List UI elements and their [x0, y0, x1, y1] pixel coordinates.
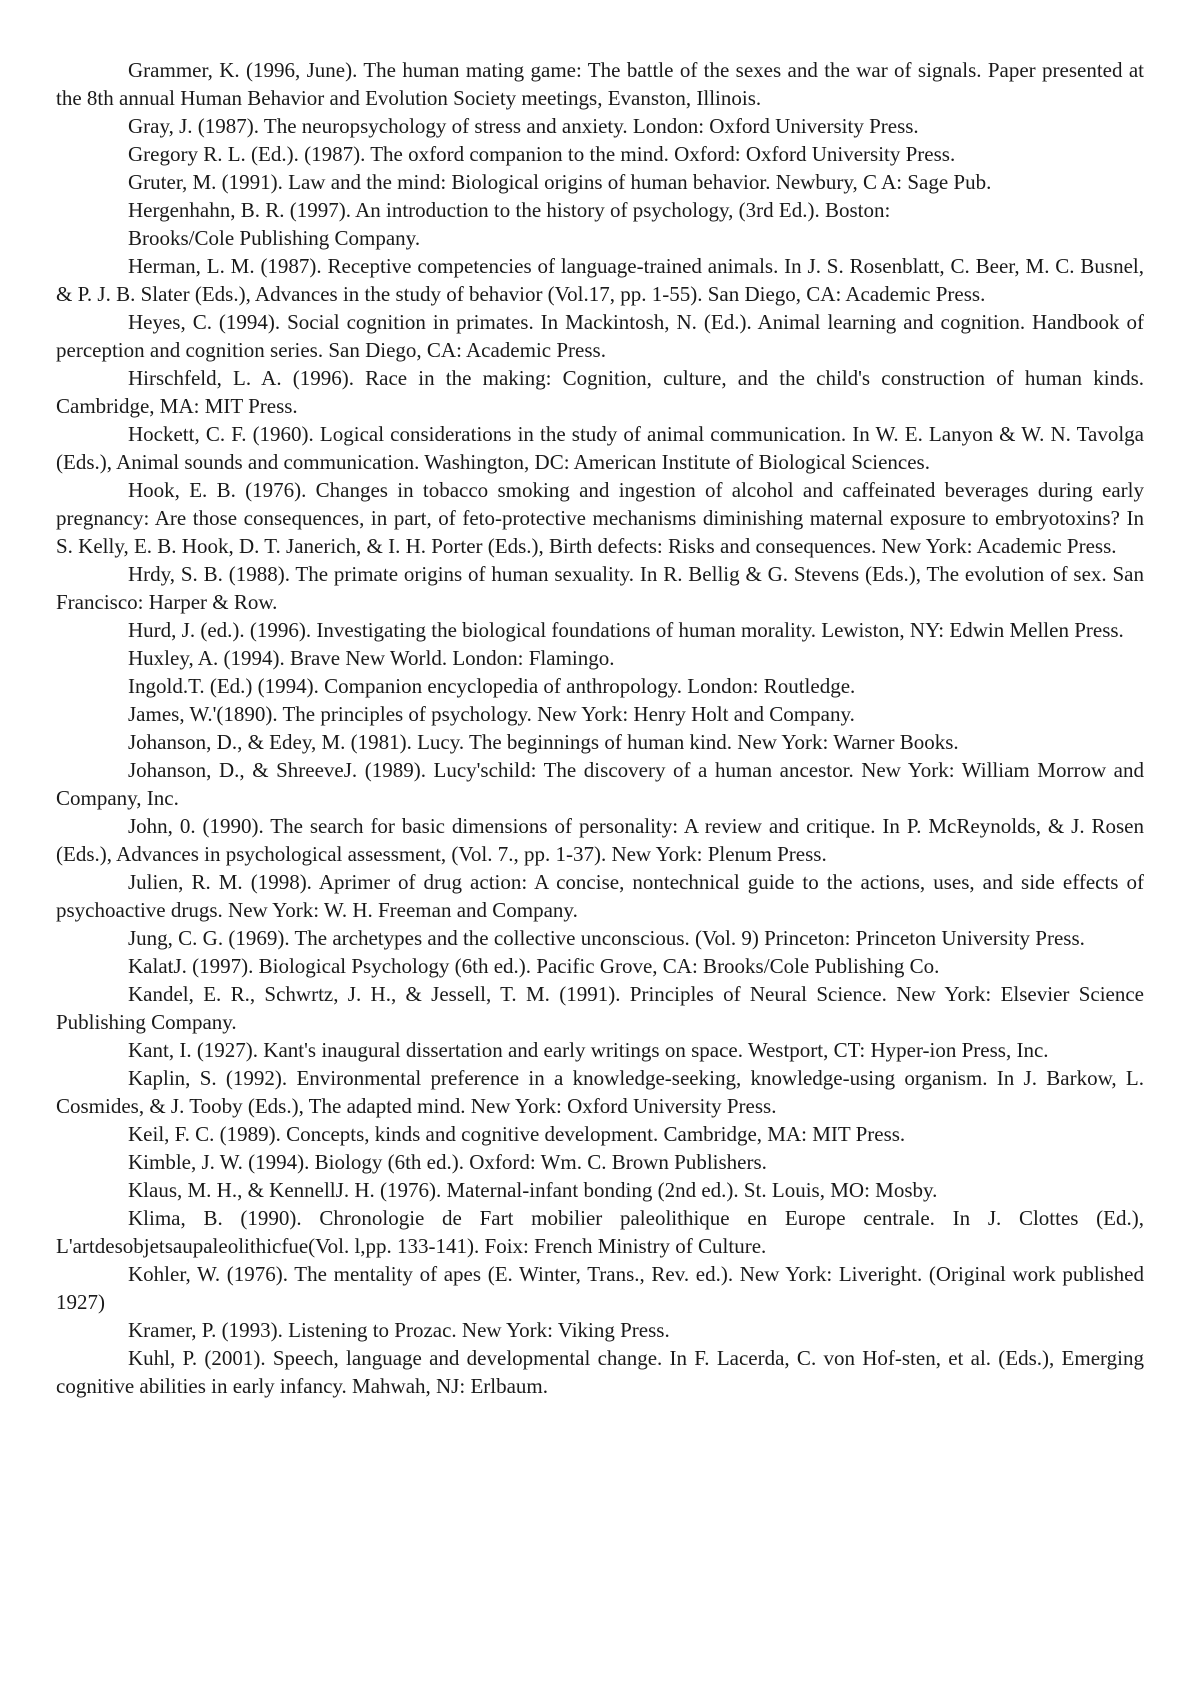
- reference-entry: Kant, I. (1927). Kant's inaugural dissertation and early writings on space. Westport, CT: Hyper-ion Press, Inc.: [128, 1038, 1049, 1062]
- reference-entry: Kramer, P. (1993). Listening to Prozac. New York: Viking Press.: [128, 1318, 670, 1342]
- reference-entry: Huxley, A. (1994). Brave New World. London: Flamingo.: [128, 646, 615, 670]
- reference-entry: Herman, L. M. (1987). Receptive competencies of language-trained animals. In J. S. Rosenblatt, C. Beer, M. C. Busnel, & P. J. B. Slater (Eds.), Advances in the study of behavior (Vol.17, pp. 1-55). San Diego, CA: Academic Press.: [56, 254, 1144, 306]
- reference-entry: Keil, F. C. (1989). Concepts, kinds and cognitive development. Cambridge, MA: MIT Press.: [128, 1122, 906, 1146]
- reference-entry: Klaus, M. H., & KennellJ. H. (1976). Maternal-infant bonding (2nd ed.). St. Louis, MO: Mosby.: [128, 1178, 938, 1202]
- reference-entry: Johanson, D., & Edey, M. (1981). Lucy. The beginnings of human kind. New York: Warner Books.: [128, 730, 959, 754]
- reference-entry-continuation: Brooks/Cole Publishing Company.: [128, 226, 421, 250]
- reference-entry: Heyes, C. (1994). Social cognition in primates. In Mackintosh, N. (Ed.). Animal learning and cognition. Handbook of perception and cognition series. San Diego, CA: Academic Press.: [56, 310, 1144, 362]
- reference-entry: Hrdy, S. B. (1988). The primate origins of human sexuality. In R. Bellig & G. Stevens (Eds.), The evolution of sex. San Francisco: Harper & Row.: [56, 562, 1144, 614]
- reference-entry: Gray, J. (1987). The neuropsychology of stress and anxiety. London: Oxford University Press.: [128, 114, 919, 138]
- reference-entry: Klima, B. (1990). Chronologie de Fart mobilier paleolithique en Europe centrale. In J. Clottes (Ed.), L'artdesobjetsaupaleolithicfue(Vol. l,pp. 133-141). Foix: French Ministry of Culture.: [56, 1206, 1144, 1258]
- reference-entry: Ingold.T. (Ed.) (1994). Companion encyclopedia of anthropology. London: Routledge.: [128, 674, 856, 698]
- reference-entry: Kandel, E. R., Schwrtz, J. H., & Jessell, T. M. (1991). Principles of Neural Science. New York: Elsevier Science Publishing Company.: [56, 982, 1144, 1034]
- reference-entry: John, 0. (1990). The search for basic dimensions of personality: A review and critique. In P. McReynolds, & J. Rosen (Eds.), Advances in psychological assessment, (Vol. 7., pp. 1-37). New York: Plenum Press.: [56, 814, 1144, 866]
- reference-entry: Julien, R. M. (1998). Aprimer of drug action: A concise, nontechnical guide to the actions, uses, and side effects of psychoactive drugs. New York: W. H. Freeman and Company.: [56, 870, 1144, 922]
- reference-entry: Kaplin, S. (1992). Environmental preference in a knowledge-seeking, knowledge-using organism. In J. Barkow, L. Cosmides, & J. Tooby (Eds.), The adapted mind. New York: Oxford University Press.: [56, 1066, 1144, 1118]
- reference-entry: James, W.'(1890). The principles of psychology. New York: Henry Holt and Company.: [128, 702, 855, 726]
- reference-entry: Kimble, J. W. (1994). Biology (6th ed.). Oxford: Wm. C. Brown Publishers.: [128, 1150, 767, 1174]
- reference-entry: Hirschfeld, L. A. (1996). Race in the making: Cognition, culture, and the child's construction of human kinds. Cambridge, MA: MIT Press.: [56, 366, 1144, 418]
- reference-entry: Gregory R. L. (Ed.). (1987). The oxford companion to the mind. Oxford: Oxford University Press.: [128, 142, 956, 166]
- reference-entry: Hockett, C. F. (1960). Logical considerations in the study of animal communication. In W. E. Lanyon & W. N. Tavolga (Eds.), Animal sounds and communication. Washington, DC: American Institute of Biological Sciences.: [56, 422, 1144, 474]
- reference-entry: Kohler, W. (1976). The mentality of apes (E. Winter, Trans., Rev. ed.). New York: Liveright. (Original work published 1927): [56, 1262, 1144, 1314]
- reference-entry: KalatJ. (1997). Biological Psychology (6th ed.). Pacific Grove, CA: Brooks/Cole Publishing Co.: [128, 954, 940, 978]
- reference-entry: Grammer, K. (1996, June). The human mating game: The battle of the sexes and the war of signals. Paper presented at the 8th annual Human Behavior and Evolution Society meetings, Evanston, Illinois.: [56, 58, 1144, 110]
- reference-entry: Hook, E. B. (1976). Changes in tobacco smoking and ingestion of alcohol and caffeinated beverages during early pregnancy: Are those consequences, in part, of feto-protective mechanisms diminishing maternal exposure to embryotoxins? In S. Kelly, E. B. Hook, D. T. Janerich, & I. H. Porter (Eds.), Birth defects: Risks and consequences. New York: Academic Press.: [56, 478, 1144, 558]
- reference-entry: Kuhl, P. (2001). Speech, language and developmental change. In F. Lacerda, C. von Hof-sten, et al. (Eds.), Emerging cognitive abilities in early infancy. Mahwah, NJ: Erlbaum.: [56, 1346, 1144, 1398]
- reference-entry: Gruter, M. (1991). Law and the mind: Biological origins of human behavior. Newbury, C A: Sage Pub.: [128, 170, 992, 194]
- reference-entry: Jung, C. G. (1969). The archetypes and the collective unconscious. (Vol. 9) Princeton: Princeton University Press.: [128, 926, 1085, 950]
- reference-entry: Hergenhahn, B. R. (1997). An introduction to the history of psychology, (3rd Ed.). Boston:: [128, 198, 891, 222]
- reference-entry: Johanson, D., & ShreeveJ. (1989). Lucy'schild: The discovery of a human ancestor. New York: William Morrow and Company, Inc.: [56, 758, 1144, 810]
- reference-entry: Hurd, J. (ed.). (1996). Investigating the biological foundations of human morality. Lewiston, NY: Edwin Mellen Press.: [128, 618, 1124, 642]
- reference-list: [56, 56, 1144, 1400]
